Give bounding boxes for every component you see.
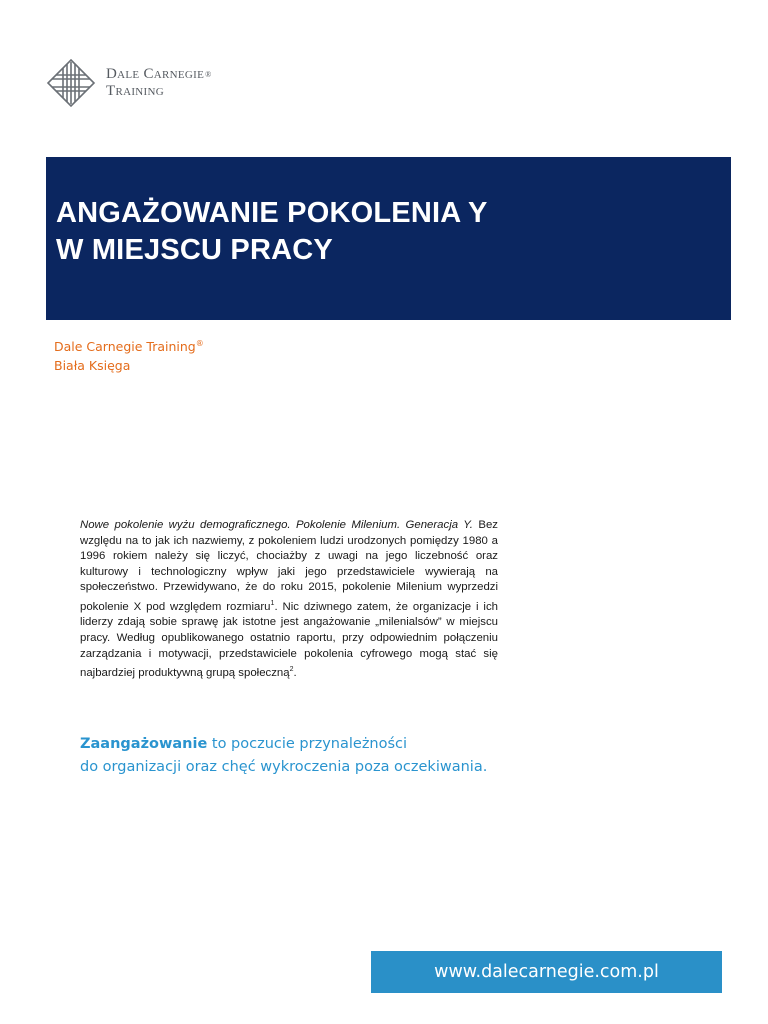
- intro-text-part-1: Bez względu na to jak ich nazwiemy, z pokoleniem ludzi urodzonych pomiędzy 1980 a 1996 rokiem należy się liczyć, chociażby z uwagi na jego liczebność oraz kulturowy i technologiczny wpływ jaki jego przedstawiciele wywierają na społeczeństwo. Przewidywano, że do roku 2015, pokolenie Milenium wyprzedzi pokolenie X pod względem rozmiaru: [80, 519, 499, 613]
- quote-line-1: [80, 733, 487, 756]
- intro-italic-lead: Nowe pokolenie wyżu demograficznego. Pokolenie Milenium. Generacja Y.: [80, 519, 473, 531]
- quote-line-2: do organizacji oraz chęć wykroczenia poza oczekiwania.: [80, 759, 488, 775]
- title-banner: [46, 157, 731, 320]
- logo-line-2: Training: [106, 83, 165, 99]
- website-url-box[interactable]: [371, 951, 722, 993]
- subtitle-registered-mark: ®: [195, 339, 204, 348]
- logo-wordmark: [106, 66, 212, 100]
- footnote-2: 2: [289, 666, 294, 674]
- title-line-2: W MIEJSCU PRACY: [56, 234, 333, 266]
- intro-paragraph: [80, 518, 498, 682]
- subtitle-company: Dale Carnegie Training: [54, 339, 196, 355]
- logo-registered-mark: ®: [205, 70, 212, 79]
- logo-company-name: Dale Carnegie: [106, 66, 205, 82]
- subtitle-line-2: Biała Księga: [54, 358, 131, 374]
- footnote-1: 1: [270, 599, 275, 607]
- intro-text-end: .: [293, 666, 297, 679]
- quote-line-1-rest: to poczucie przynależności: [207, 736, 408, 752]
- quote-keyword: Zaangażowanie: [80, 736, 208, 752]
- engagement-quote: [80, 733, 487, 779]
- dale-carnegie-logo-mark-icon: [46, 58, 96, 108]
- subtitle-line-1: [54, 334, 204, 356]
- intro-text-part-2: . Nic dziwnego zatem, że organizacje i ich liderzy zdają sobie sprawę jak istotne jest angażowanie „milenialsów” w miejscu pracy. Według opublikowanego ostatnio raportu, przy odpowiednim połączeniu zarządzania i motywacji, przedstawiciele pokolenia cyfrowego mogą stać się najbardziej produktywną grupą społeczną: [80, 600, 498, 679]
- website-url[interactable]: www.dalecarnegie.com.pl: [434, 962, 659, 982]
- dale-carnegie-logo: [46, 58, 212, 108]
- document-subtitle: [54, 334, 204, 375]
- logo-line-1: [106, 66, 212, 83]
- title-line-1: ANGAŻOWANIE POKOLENIA Y: [56, 197, 488, 229]
